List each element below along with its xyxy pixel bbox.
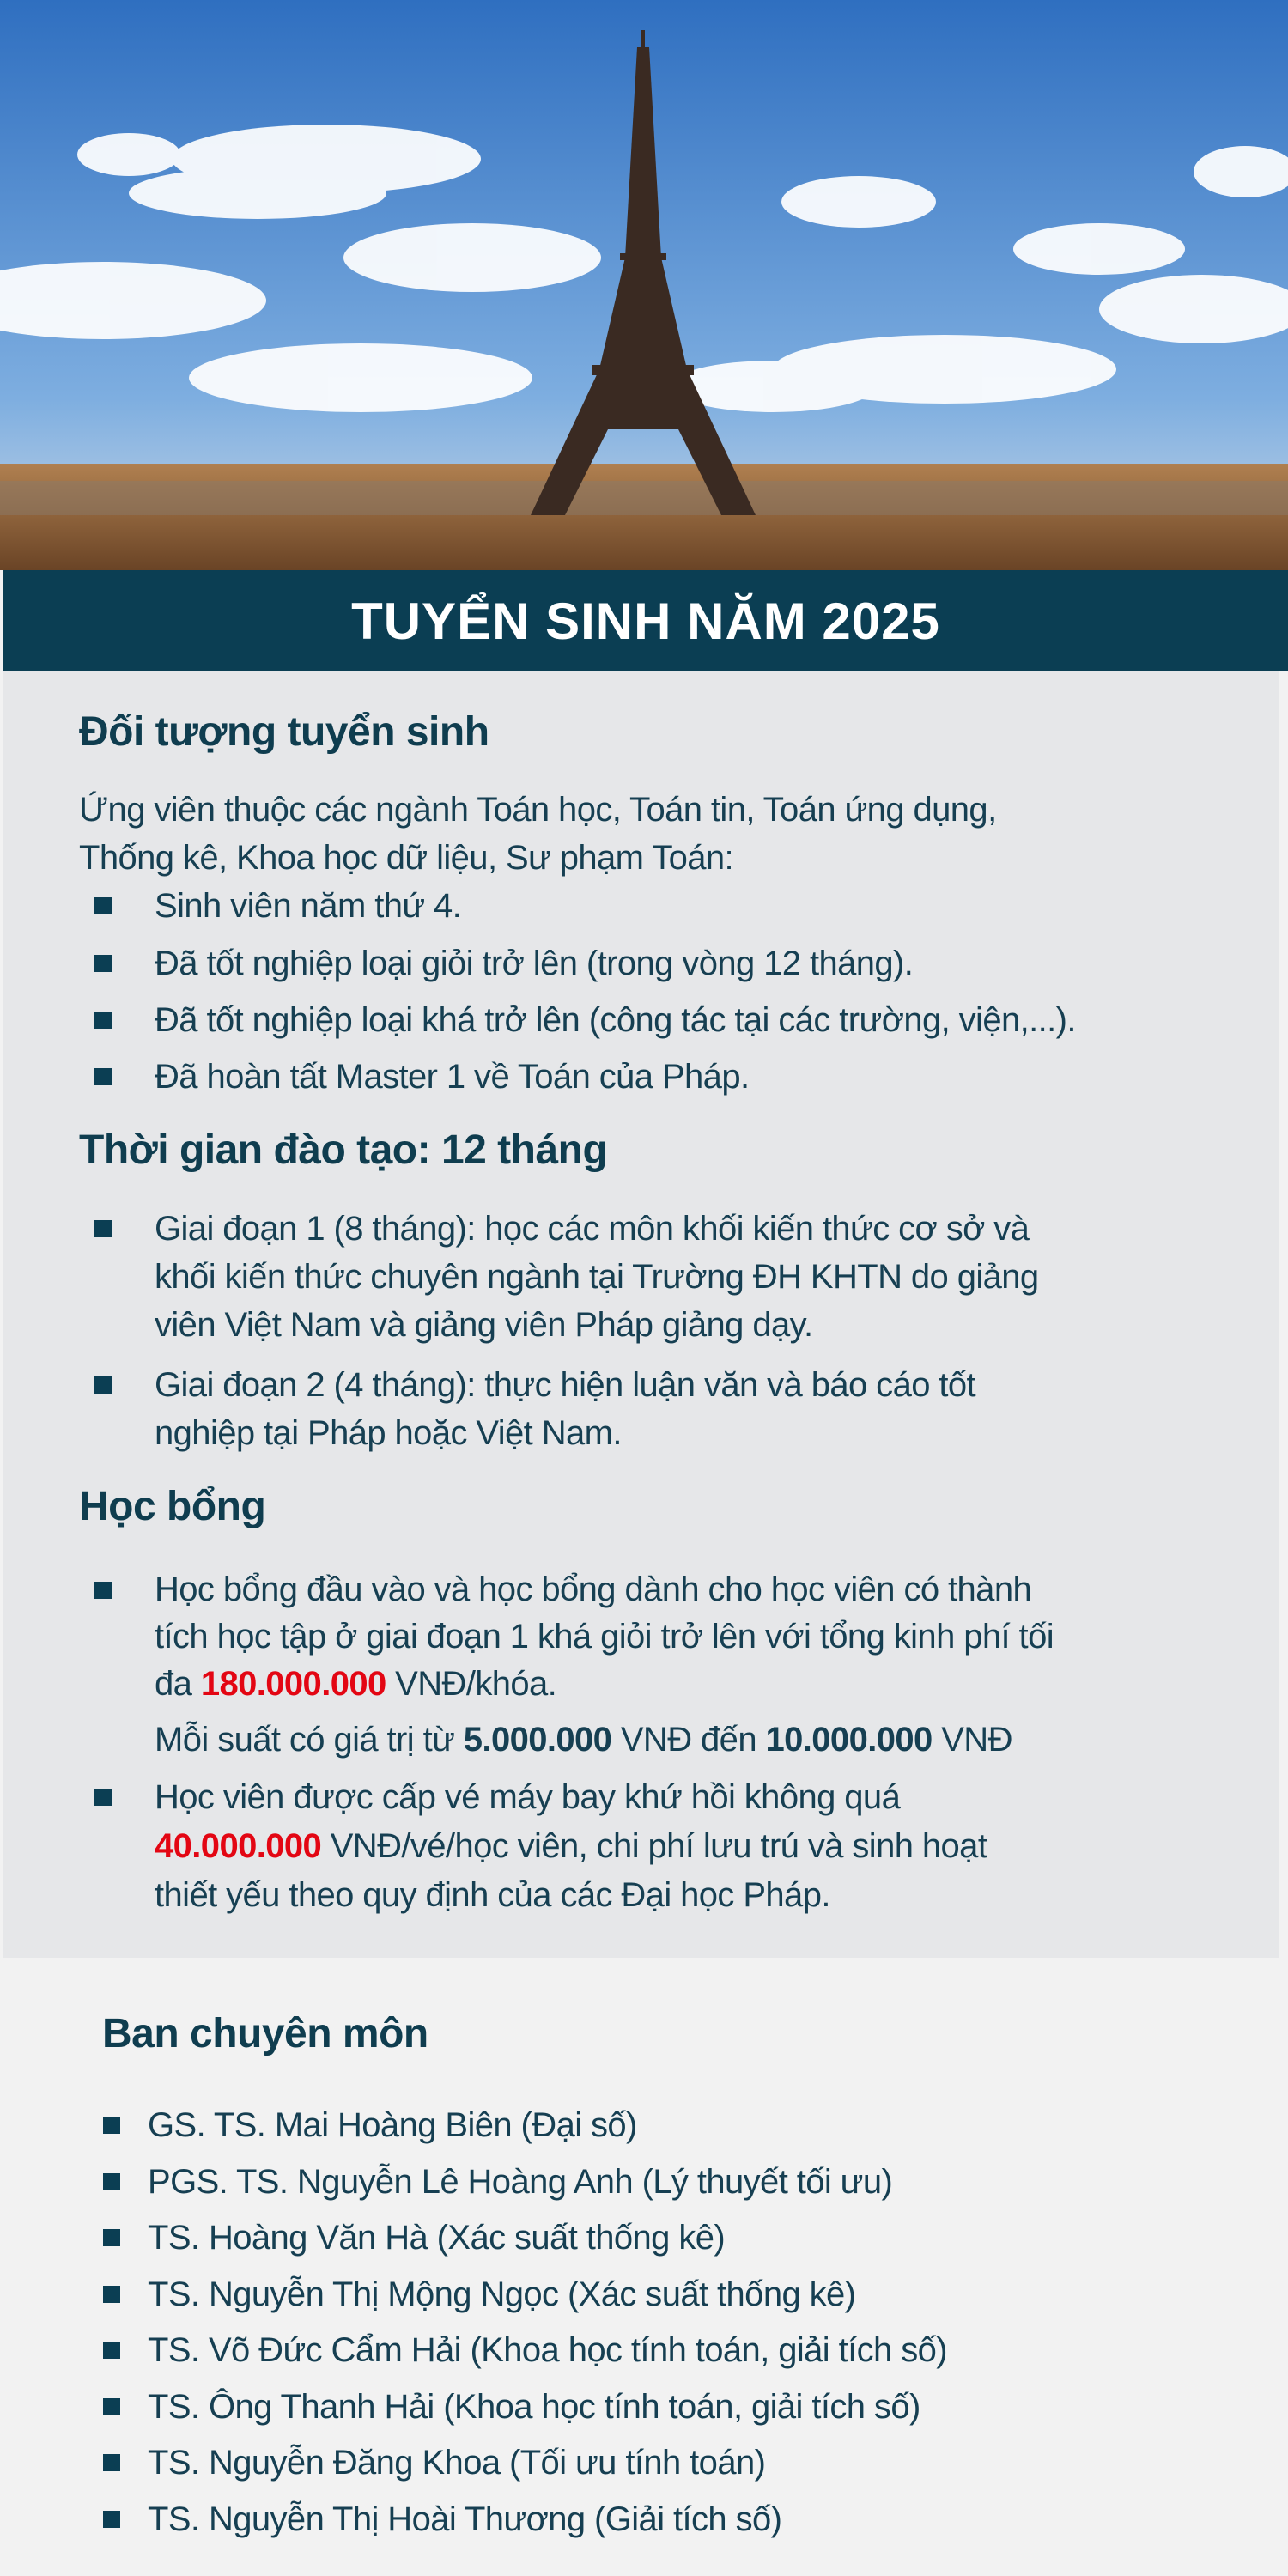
faculty-member: TS. Võ Đức Cẩm Hải (Khoa học tính toán, giải tích số)	[148, 2331, 947, 2369]
line: khối kiến thức chuyên ngành tại Trường ĐH KHTN do giảng	[155, 1258, 1039, 1296]
admission-targets-heading: Đối tượng tuyển sinh	[79, 709, 489, 755]
bullet-icon	[94, 1376, 112, 1394]
list-item: Đã hoàn tất Master 1 về Toán của Pháp.	[155, 1058, 750, 1096]
bullet-icon	[94, 897, 112, 914]
faculty-member: TS. Nguyễn Đăng Khoa (Tối ưu tính toán)	[148, 2444, 766, 2482]
line: Học viên được cấp vé máy bay khứ hồi không quá	[155, 1778, 901, 1816]
line: viên Việt Nam và giảng viên Pháp giảng dạy.	[155, 1306, 813, 1344]
list-item	[155, 1361, 975, 1457]
line: thiết yếu theo quy định của các Đại học Pháp.	[155, 1876, 830, 1914]
bullet-icon	[103, 2454, 120, 2471]
page-title: TUYỂN SINH NĂM 2025	[351, 592, 940, 650]
scholarship-max: 10.000.000	[765, 1721, 933, 1759]
scholarship-min: 5.000.000	[463, 1721, 612, 1759]
line: Giai đoạn 1 (8 tháng): học các môn khối kiến thức cơ sở và	[155, 1210, 1030, 1248]
list-item	[155, 1773, 987, 1920]
faculty-member: TS. Hoàng Văn Hà (Xác suất thống kê)	[148, 2219, 726, 2257]
faculty-heading: Ban chuyên môn	[102, 2011, 428, 2057]
text: Mỗi suất có giá trị từ	[155, 1721, 464, 1759]
faculty-member: GS. TS. Mai Hoàng Biên (Đại số)	[148, 2106, 637, 2144]
bullet-icon	[103, 2398, 120, 2415]
intro-line: Thống kê, Khoa học dữ liệu, Sư phạm Toán:	[79, 839, 734, 877]
eiffel-tower-photo	[0, 0, 1288, 570]
bullet-icon	[103, 2117, 120, 2134]
list-item: Đã tốt nghiệp loại giỏi trở lên (trong vòng 12 tháng).	[155, 945, 914, 982]
text: VNĐ/vé/học viên, chi phí lưu trú và sinh hoạt	[321, 1827, 987, 1865]
text: VNĐ	[932, 1721, 1012, 1759]
line: Học bổng đầu vào và học bổng dành cho học viên có thành	[155, 1571, 1032, 1608]
bullet-icon	[103, 2173, 120, 2190]
scholarship-heading: Học bổng	[79, 1484, 266, 1529]
bullet-icon	[103, 2342, 120, 2359]
bullet-icon	[94, 1012, 112, 1029]
line: Giai đoạn 2 (4 tháng): thực hiện luận văn và báo cáo tốt	[155, 1366, 976, 1404]
title-banner	[3, 570, 1288, 671]
line	[155, 1661, 1054, 1708]
faculty-member: TS. Ông Thanh Hải (Khoa học tính toán, giải tích số)	[148, 2387, 920, 2426]
list-item: Đã tốt nghiệp loại khá trở lên (công tác tại các trường, viện,...).	[155, 1001, 1076, 1039]
faculty-member: PGS. TS. Nguyễn Lê Hoàng Anh (Lý thuyết tối ưu)	[148, 2162, 893, 2201]
text: đa	[155, 1665, 201, 1703]
faculty-member: TS. Nguyễn Thị Hoài Thương (Giải tích số)	[148, 2500, 782, 2538]
bullet-icon	[94, 1789, 112, 1806]
text: VNĐ đến	[611, 1721, 766, 1759]
list-item: Sinh viên năm thứ 4.	[155, 887, 462, 925]
bullet-icon	[94, 955, 112, 972]
line	[155, 1716, 1054, 1764]
bullet-icon	[103, 2286, 120, 2303]
line: nghiệp tại Pháp hoặc Việt Nam.	[155, 1414, 622, 1452]
bullet-icon	[103, 2511, 120, 2528]
airfare-amount: 40.000.000	[155, 1827, 322, 1865]
duration-heading: Thời gian đào tạo: 12 tháng	[79, 1127, 608, 1173]
bullet-icon	[94, 1582, 112, 1599]
line	[155, 1822, 987, 1871]
faculty-member: TS. Nguyễn Thị Mộng Ngọc (Xác suất thống kê)	[148, 2275, 856, 2313]
bullet-icon	[103, 2229, 120, 2246]
bullet-icon	[94, 1220, 112, 1237]
intro-line: Ứng viên thuộc các ngành Toán học, Toán tin, Toán ứng dụng,	[79, 791, 997, 829]
bullet-icon	[94, 1068, 112, 1085]
line: tích học tập ở giai đoạn 1 khá giỏi trở lên với tổng kinh phí tối	[155, 1618, 1054, 1656]
text: VNĐ/khóa.	[386, 1665, 557, 1703]
scholarship-total-amount: 180.000.000	[200, 1665, 386, 1703]
list-item	[155, 1566, 1054, 1764]
list-item	[155, 1205, 1039, 1349]
